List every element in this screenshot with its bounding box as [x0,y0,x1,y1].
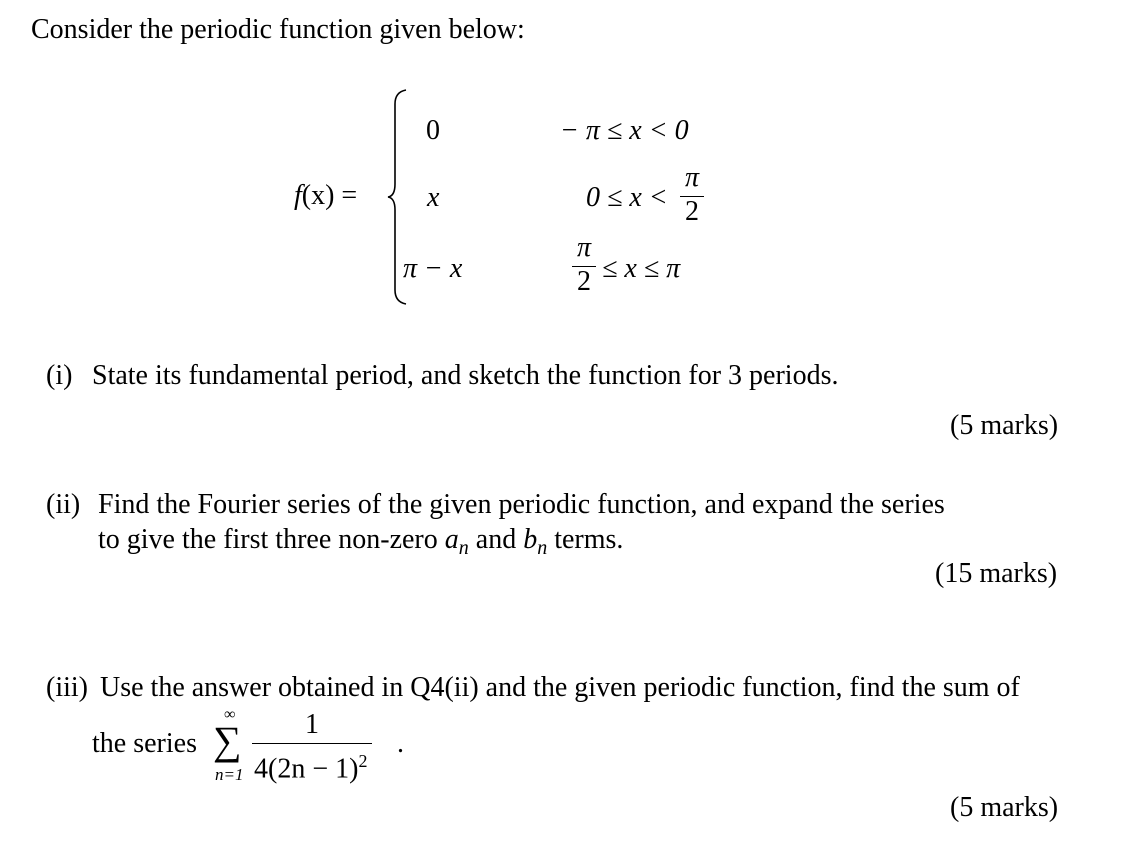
q3-series-prefix: the series [92,728,197,759]
case-3-frac-den: 2 [577,266,591,297]
case-3-fraction [572,233,596,297]
q2-line2-end: terms. [547,524,624,555]
var-b-sub: n [537,537,548,559]
series-frac-den-exp: 2 [358,751,368,771]
q3-marks: (5 marks) [950,792,1059,823]
series-frac-num: 1 [305,709,319,740]
var-a-sub: n [458,537,469,559]
sum-upper-limit: ∞ [224,706,236,723]
sum-lower-limit: n=1 [215,765,244,784]
series-frac-den-base: 4(2n − 1) [254,753,359,785]
case-2-cond-prefix: 0 ≤ x < [586,182,668,213]
case-2-expr: x [427,182,440,213]
sum-icon: ∑ [213,718,242,763]
case-1-expr: 0 [426,115,440,146]
q2-line1: Find the Fourier series of the given periodic function, and expand the series [98,489,945,520]
case-3-frac-num: π [576,232,592,263]
function-name: f [294,180,302,211]
case-3-cond-suffix: ≤ x ≤ π [602,253,681,284]
intro-text: Consider the periodic function given below: [31,14,525,45]
function-lhs [294,181,357,211]
var-b: b [523,524,538,555]
var-a: a [444,524,459,555]
case-2-frac-den: 2 [685,196,699,227]
q3-label: (iii) [46,672,88,703]
series-fraction [252,710,372,784]
case-2-fraction [680,163,704,227]
series-frac-den [252,746,372,784]
q2-line2 [98,524,623,564]
fraction-bar [252,743,372,744]
q1-text: State its fundamental period, and sketch the function for 3 periods. [92,360,839,391]
function-arg: (x) = [301,180,358,211]
q3-line1: Use the answer obtained in Q4(ii) and the given periodic function, find the sum of [100,672,1020,703]
series-period: . [397,728,404,759]
q2-marks: (15 marks) [935,558,1058,589]
case-2-frac-num: π [684,162,700,193]
case-1-cond: − π ≤ x < 0 [560,115,689,146]
q2-mid: and [468,524,524,555]
q1-marks: (5 marks) [950,410,1059,441]
case-3-expr: π − x [403,253,463,284]
q2-label: (ii) [46,489,81,520]
q2-line2-a: to give the first three non-zero [98,524,445,555]
q1-label: (i) [46,360,73,391]
